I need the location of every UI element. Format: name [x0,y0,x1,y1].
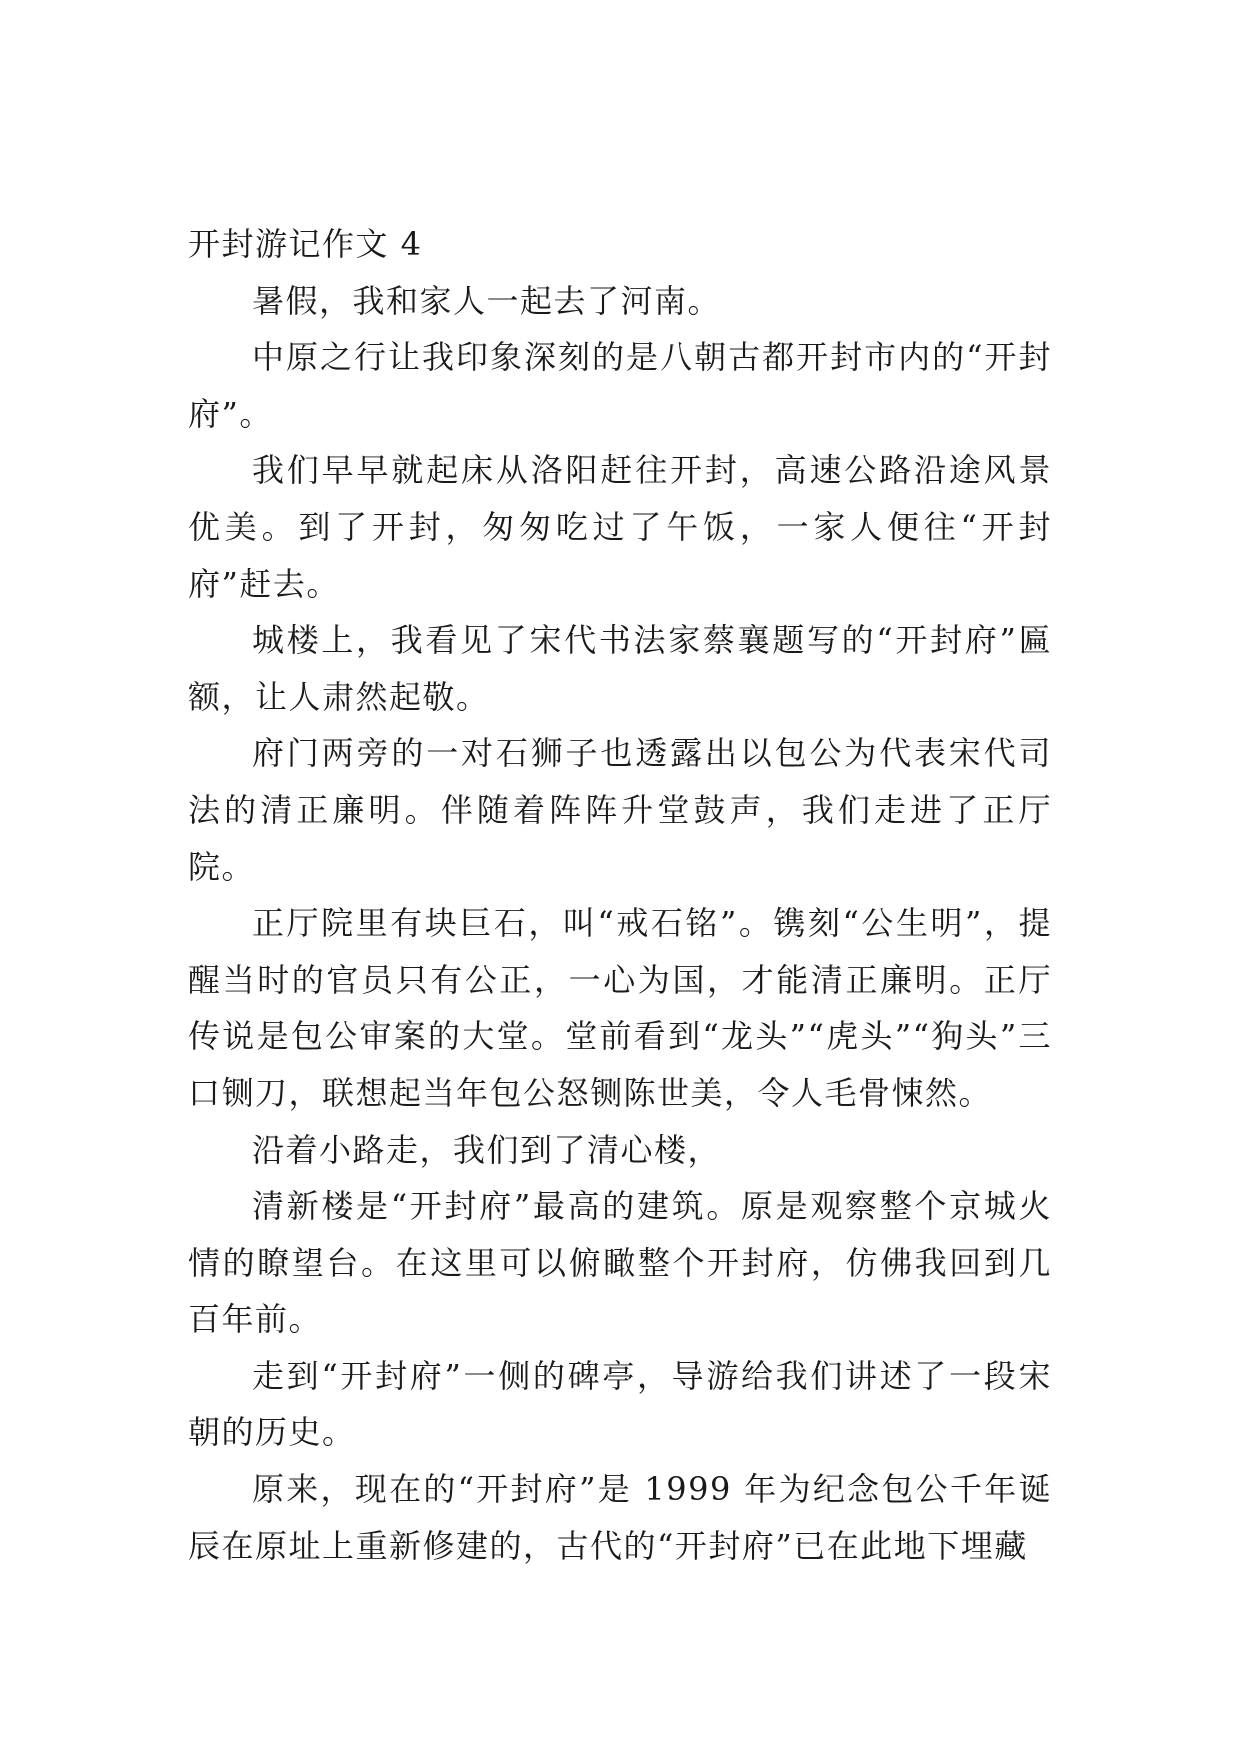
paragraph: 中原之行让我印象深刻的是八朝古都开封市内的“开封府”。 [188,338,1052,433]
paragraph: 正厅院里有块巨石，叫“戒石铭”。镌刻“公生明”，提醒当时的官员只有公正，一心为国，才能清正廉明。正厅传说是包公审案的大堂。堂前看到“龙头”“虎头”“狗头”三口铡刀，联想起当年包公怒铡陈世美，令人毛骨悚然。 [188,904,1052,1112]
paragraph: 我们早早就起床从洛阳赶往开封，高速公路沿途风景优美。到了开封，匆匆吃过了午饭，一家人便往“开封府”赶去。 [188,451,1052,603]
document-body [188,216,1052,1574]
paragraph: 沿着小路走，我们到了清心楼， [252,1130,722,1169]
paragraph: 城楼上，我看见了宋代书法家蔡襄题写的“开封府”匾额，让人肃然起敬。 [188,621,1052,716]
document-title: 开封游记作文 4 [188,225,423,263]
paragraph: 暑假，我和家人一起去了河南。 [252,281,722,320]
paragraph: 府门两旁的一对石狮子也透露出以包公为代表宋代司法的清正廉明。伴随着阵阵升堂鼓声，我们走进了正厅院。 [188,734,1052,886]
paragraph: 走到“开封府”一侧的碑亭，导游给我们讲述了一段宋朝的历史。 [188,1356,1052,1452]
paragraph: 清新楼是“开封府”最高的建筑。原是观察整个京城火情的瞭望台。在这里可以俯瞰整个开封府，仿佛我回到几百年前。 [188,1187,1052,1339]
paragraph: 原来，现在的“开封府”是 1999 年为纪念包公千年诞辰在原址上重新修建的，古代的“开封府”已在此地下埋藏 [188,1470,1052,1565]
